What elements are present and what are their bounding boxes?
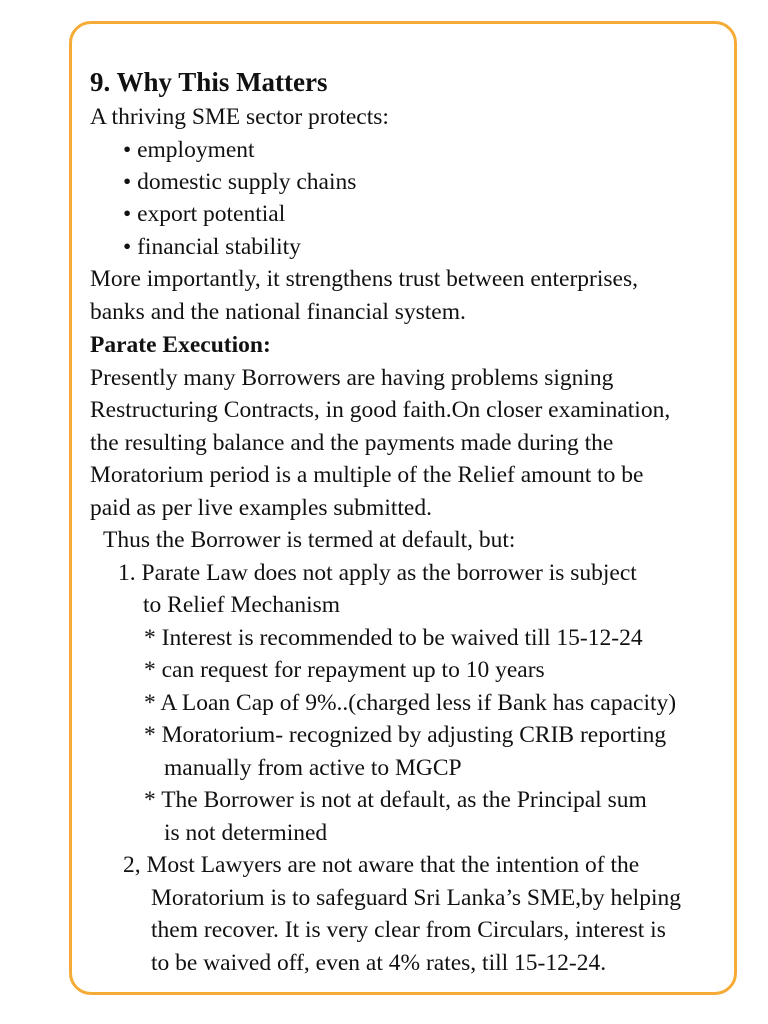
- sub-point: manually from active to MGCP: [164, 755, 462, 781]
- point-one-line: to Relief Mechanism: [143, 592, 341, 618]
- bullet-item: • export potential: [123, 201, 286, 227]
- bullet-item: • domestic supply chains: [123, 169, 357, 195]
- sub-point: * The Borrower is not at default, as the Principal sum: [144, 787, 647, 813]
- parate-line: Restructuring Contracts, in good faith.On closer examination,: [90, 397, 671, 423]
- thus-line: Thus the Borrower is termed at default, but:: [103, 527, 516, 553]
- parate-line: Moratorium period is a multiple of the Relief amount to be: [90, 462, 644, 488]
- bullet-item: • financial stability: [123, 234, 301, 260]
- sub-point: is not determined: [164, 820, 328, 846]
- bullet-item: • employment: [123, 137, 255, 163]
- intro-text: A thriving SME sector protects:: [90, 104, 389, 130]
- point-one-line: 1. Parate Law does not apply as the borrower is subject: [118, 560, 637, 586]
- sub-point: * A Loan Cap of 9%..(charged less if Bank has capacity): [144, 690, 677, 716]
- importance-line: More importantly, it strengthens trust between enterprises,: [90, 266, 638, 292]
- importance-line: banks and the national financial system.: [90, 299, 466, 325]
- point-two-line: to be waived off, even at 4% rates, till 15-12-24.: [151, 950, 607, 976]
- sub-point: * can request for repayment up to 10 years: [144, 657, 545, 683]
- parate-line: Presently many Borrowers are having problems signing: [90, 365, 614, 391]
- point-two-line: them recover. It is very clear from Circulars, interest is: [151, 917, 666, 943]
- parate-line: paid as per live examples submitted.: [90, 495, 432, 521]
- point-two-line: 2, Most Lawyers are not aware that the intention of the: [123, 852, 640, 878]
- sub-point: * Interest is recommended to be waived till 15-12-24: [144, 625, 643, 651]
- point-two-line: Moratorium is to safeguard Sri Lanka’s SME,by helping: [151, 885, 681, 911]
- parate-heading: Parate Execution:: [90, 332, 271, 358]
- parate-line: the resulting balance and the payments made during the: [90, 430, 614, 456]
- sub-point: * Moratorium- recognized by adjusting CRIB reporting: [144, 722, 667, 748]
- section-heading: 9. Why This Matters: [90, 67, 328, 97]
